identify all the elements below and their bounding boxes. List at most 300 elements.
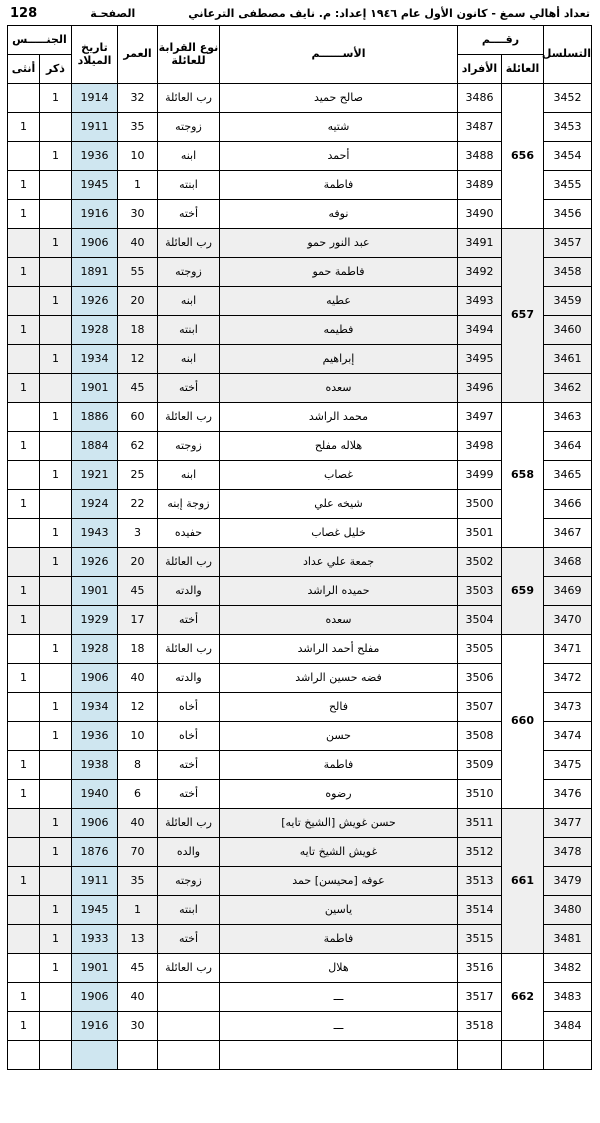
cell-male: 1 (39, 519, 71, 548)
cell-person-name: غصاب (219, 461, 457, 490)
cell-male (39, 577, 71, 606)
cell-birth-year: 1906 (71, 809, 117, 838)
cell-female (7, 838, 39, 867)
cell-relation (157, 1012, 219, 1041)
cell-age: 45 (117, 577, 157, 606)
cell-male: 1 (39, 693, 71, 722)
cell-relation: ابنه (157, 345, 219, 374)
cell-male: 1 (39, 925, 71, 954)
cell-serial (544, 1041, 592, 1070)
cell-individual-number: 3502 (457, 548, 501, 577)
cell-person-name: رضوه (219, 780, 457, 809)
cell-female (7, 287, 39, 316)
cell-age: 18 (117, 316, 157, 345)
cell-person-name (219, 1041, 457, 1070)
cell-female (7, 635, 39, 664)
cell-serial: 3466 (544, 490, 592, 519)
cell-person-name: فاطمة (219, 925, 457, 954)
cell-female (7, 809, 39, 838)
cell-serial: 3463 (544, 403, 592, 432)
cell-age: 1 (117, 171, 157, 200)
cell-relation: والدته (157, 664, 219, 693)
header-number-group: رقــــم (457, 26, 543, 55)
cell-male: 1 (39, 954, 71, 983)
cell-age: 10 (117, 722, 157, 751)
cell-person-name: ياسين (219, 896, 457, 925)
cell-serial: 3469 (544, 577, 592, 606)
cell-age (117, 1041, 157, 1070)
header-birth: تاريخ الميلاد (71, 26, 117, 84)
cell-individual-number: 3486 (457, 84, 501, 113)
cell-serial: 3464 (544, 432, 592, 461)
cell-individual-number: 3517 (457, 983, 501, 1012)
cell-age: 3 (117, 519, 157, 548)
cell-relation: زوجته (157, 432, 219, 461)
cell-female (7, 693, 39, 722)
cell-female: 1 (7, 780, 39, 809)
cell-person-name: حسن غويش [الشيخ تايه] (219, 809, 457, 838)
cell-male: 1 (39, 229, 71, 258)
cell-family-number: 661 (502, 809, 544, 954)
cell-person-name: حسن (219, 722, 457, 751)
cell-age: 17 (117, 606, 157, 635)
cell-relation: والدته (157, 577, 219, 606)
cell-birth-year: 1891 (71, 258, 117, 287)
cell-birth-year: 1943 (71, 519, 117, 548)
table-row (7, 403, 591, 432)
cell-relation: أخته (157, 751, 219, 780)
cell-age: 1 (117, 896, 157, 925)
cell-individual-number: 3496 (457, 374, 501, 403)
cell-individual-number: 3489 (457, 171, 501, 200)
cell-age: 35 (117, 113, 157, 142)
cell-female: 1 (7, 867, 39, 896)
cell-birth-year: 1928 (71, 316, 117, 345)
cell-birth-year: 1884 (71, 432, 117, 461)
cell-female (7, 954, 39, 983)
cell-individual-number: 3494 (457, 316, 501, 345)
cell-family-number: 660 (502, 635, 544, 809)
cell-age: 6 (117, 780, 157, 809)
cell-individual-number: 3503 (457, 577, 501, 606)
cell-female (7, 345, 39, 374)
cell-individual-number: 3515 (457, 925, 501, 954)
cell-individual-number: 3509 (457, 751, 501, 780)
cell-relation: والده (157, 838, 219, 867)
cell-male: 1 (39, 809, 71, 838)
cell-person-name: فضه حسين الراشد (219, 664, 457, 693)
cell-age: 55 (117, 258, 157, 287)
cell-birth-year: 1914 (71, 84, 117, 113)
cell-birth-year: 1901 (71, 577, 117, 606)
cell-age: 20 (117, 548, 157, 577)
cell-individual-number: 3511 (457, 809, 501, 838)
cell-relation: أخته (157, 200, 219, 229)
cell-individual-number: 3506 (457, 664, 501, 693)
cell-relation: زوجته (157, 867, 219, 896)
cell-male (39, 1012, 71, 1041)
cell-relation: ابنه (157, 461, 219, 490)
cell-serial: 3474 (544, 722, 592, 751)
table-row (7, 809, 591, 838)
cell-female (7, 548, 39, 577)
cell-female: 1 (7, 577, 39, 606)
cell-female: 1 (7, 983, 39, 1012)
cell-birth-year: 1938 (71, 751, 117, 780)
cell-female: 1 (7, 432, 39, 461)
cell-female: 1 (7, 490, 39, 519)
cell-birth-year: 1928 (71, 635, 117, 664)
cell-birth-year: 1906 (71, 664, 117, 693)
cell-birth-year: 1901 (71, 954, 117, 983)
cell-individual-number: 3491 (457, 229, 501, 258)
cell-individual-number: 3516 (457, 954, 501, 983)
cell-relation: ابنه (157, 142, 219, 171)
cell-female (7, 84, 39, 113)
cell-male (39, 664, 71, 693)
cell-person-name: مفلح أحمد الراشد (219, 635, 457, 664)
cell-relation: ابنته (157, 316, 219, 345)
cell-male: 1 (39, 635, 71, 664)
cell-person-name: أحمد (219, 142, 457, 171)
cell-individual-number: 3487 (457, 113, 501, 142)
cell-age: 40 (117, 983, 157, 1012)
cell-female: 1 (7, 171, 39, 200)
cell-male (39, 1041, 71, 1070)
table-head (7, 26, 591, 84)
header-title: تعداد أهالي سمغ - كانون الأول عام ١٩٤٦ إعداد: م. نايف مصطفى الترعاني (188, 7, 590, 20)
cell-birth-year (71, 1041, 117, 1070)
cell-relation (157, 983, 219, 1012)
cell-birth-year: 1926 (71, 287, 117, 316)
cell-birth-year: 1901 (71, 374, 117, 403)
cell-relation: رب العائلة (157, 403, 219, 432)
cell-birth-year: 1886 (71, 403, 117, 432)
cell-person-name: فاطمة (219, 171, 457, 200)
cell-relation: رب العائلة (157, 635, 219, 664)
cell-serial: 3458 (544, 258, 592, 287)
cell-birth-year: 1934 (71, 345, 117, 374)
cell-female (7, 229, 39, 258)
cell-person-name: شيخه علي (219, 490, 457, 519)
cell-individual-number: 3495 (457, 345, 501, 374)
cell-female: 1 (7, 200, 39, 229)
cell-birth-year: 1945 (71, 896, 117, 925)
cell-serial: 3452 (544, 84, 592, 113)
cell-relation: رب العائلة (157, 809, 219, 838)
cell-person-name: فاطمة (219, 751, 457, 780)
header-female: أنثى (7, 55, 39, 84)
cell-male: 1 (39, 142, 71, 171)
table-row (7, 548, 591, 577)
cell-age: 60 (117, 403, 157, 432)
cell-relation: أخته (157, 780, 219, 809)
cell-individual-number: 3490 (457, 200, 501, 229)
cell-male (39, 751, 71, 780)
cell-family-number: 662 (502, 954, 544, 1041)
cell-female (7, 461, 39, 490)
cell-relation: أخاه (157, 722, 219, 751)
page-header (8, 4, 592, 25)
cell-individual-number: 3507 (457, 693, 501, 722)
header-name: الأســــــم (219, 26, 457, 84)
cell-age: 70 (117, 838, 157, 867)
cell-person-name: ـــ (219, 983, 457, 1012)
cell-female: 1 (7, 606, 39, 635)
cell-female: 1 (7, 258, 39, 287)
cell-birth-year: 1926 (71, 548, 117, 577)
cell-serial: 3465 (544, 461, 592, 490)
cell-age: 40 (117, 229, 157, 258)
cell-individual-number: 3512 (457, 838, 501, 867)
cell-birth-year: 1916 (71, 200, 117, 229)
cell-serial: 3473 (544, 693, 592, 722)
cell-serial: 3471 (544, 635, 592, 664)
cell-birth-year: 1929 (71, 606, 117, 635)
cell-male (39, 780, 71, 809)
cell-person-name: نوفه (219, 200, 457, 229)
cell-age: 30 (117, 1012, 157, 1041)
cell-male: 1 (39, 896, 71, 925)
cell-serial: 3456 (544, 200, 592, 229)
cell-serial: 3475 (544, 751, 592, 780)
cell-female (7, 403, 39, 432)
cell-serial: 3454 (544, 142, 592, 171)
cell-person-name: سعده (219, 606, 457, 635)
cell-female (7, 925, 39, 954)
header-relation: نوع القرابة للعائلة (157, 26, 219, 84)
cell-person-name: ـــ (219, 1012, 457, 1041)
cell-age: 35 (117, 867, 157, 896)
cell-relation: زوجته (157, 258, 219, 287)
census-table (7, 25, 592, 1070)
cell-relation: زوجة إبنه (157, 490, 219, 519)
cell-serial: 3457 (544, 229, 592, 258)
cell-age: 25 (117, 461, 157, 490)
cell-relation: رب العائلة (157, 229, 219, 258)
cell-person-name: حميده الراشد (219, 577, 457, 606)
cell-male (39, 113, 71, 142)
cell-individual-number: 3518 (457, 1012, 501, 1041)
cell-relation: رب العائلة (157, 954, 219, 983)
cell-individual-number: 3493 (457, 287, 501, 316)
cell-serial: 3468 (544, 548, 592, 577)
cell-birth-year: 1906 (71, 983, 117, 1012)
cell-male (39, 316, 71, 345)
cell-male (39, 983, 71, 1012)
cell-serial: 3453 (544, 113, 592, 142)
cell-serial: 3477 (544, 809, 592, 838)
cell-individual-number (457, 1041, 501, 1070)
cell-relation: ابنه (157, 287, 219, 316)
cell-relation: أخته (157, 374, 219, 403)
cell-individual-number: 3497 (457, 403, 501, 432)
cell-female (7, 1041, 39, 1070)
cell-relation: رب العائلة (157, 548, 219, 577)
cell-female: 1 (7, 113, 39, 142)
cell-age: 12 (117, 345, 157, 374)
cell-male (39, 258, 71, 287)
cell-female: 1 (7, 374, 39, 403)
cell-serial: 3460 (544, 316, 592, 345)
header-page-label: الصفحـة (90, 7, 136, 20)
cell-serial: 3482 (544, 954, 592, 983)
cell-family-number: 657 (502, 229, 544, 403)
cell-relation: زوجته (157, 113, 219, 142)
cell-family-number: 656 (502, 84, 544, 229)
cell-age: 40 (117, 809, 157, 838)
cell-serial: 3461 (544, 345, 592, 374)
cell-age: 30 (117, 200, 157, 229)
cell-birth-year: 1916 (71, 1012, 117, 1041)
cell-serial: 3481 (544, 925, 592, 954)
cell-relation: حفيده (157, 519, 219, 548)
cell-male: 1 (39, 838, 71, 867)
cell-male: 1 (39, 403, 71, 432)
cell-individual-number: 3488 (457, 142, 501, 171)
cell-relation (157, 1041, 219, 1070)
cell-relation: ابنته (157, 171, 219, 200)
cell-female: 1 (7, 664, 39, 693)
cell-serial: 3455 (544, 171, 592, 200)
cell-male: 1 (39, 548, 71, 577)
cell-male: 1 (39, 345, 71, 374)
cell-female (7, 142, 39, 171)
cell-age: 10 (117, 142, 157, 171)
cell-male (39, 374, 71, 403)
cell-person-name: عبد النور حمو (219, 229, 457, 258)
cell-person-name: شتيه (219, 113, 457, 142)
header-age: العمر (117, 26, 157, 84)
table-row (7, 84, 591, 113)
header-family: العائلة (502, 55, 544, 84)
cell-female: 1 (7, 1012, 39, 1041)
cell-serial: 3478 (544, 838, 592, 867)
header-gender-group: الجنـــــس (7, 26, 71, 55)
cell-birth-year: 1906 (71, 229, 117, 258)
cell-person-name: صالح حميد (219, 84, 457, 113)
cell-person-name: غويش الشيخ تايه (219, 838, 457, 867)
cell-individual-number: 3513 (457, 867, 501, 896)
cell-serial: 3467 (544, 519, 592, 548)
cell-person-name: عطيه (219, 287, 457, 316)
cell-relation: أخته (157, 925, 219, 954)
cell-person-name: جمعة علي عداد (219, 548, 457, 577)
cell-individual-number: 3501 (457, 519, 501, 548)
cell-relation: ابنته (157, 896, 219, 925)
cell-age: 45 (117, 954, 157, 983)
cell-female (7, 519, 39, 548)
table-row (7, 229, 591, 258)
cell-age: 45 (117, 374, 157, 403)
cell-relation: أخاه (157, 693, 219, 722)
cell-family-number: 659 (502, 548, 544, 635)
cell-person-name: محمد الراشد (219, 403, 457, 432)
cell-person-name: سعده (219, 374, 457, 403)
cell-individual-number: 3498 (457, 432, 501, 461)
cell-serial: 3484 (544, 1012, 592, 1041)
header-page-number: 128 (10, 6, 38, 21)
cell-individual-number: 3500 (457, 490, 501, 519)
cell-individual-number: 3514 (457, 896, 501, 925)
cell-female (7, 722, 39, 751)
cell-birth-year: 1924 (71, 490, 117, 519)
header-male: ذكر (39, 55, 71, 84)
header-serial: التسلسل (544, 26, 592, 84)
cell-person-name: هلاله مفلح (219, 432, 457, 461)
cell-serial: 3459 (544, 287, 592, 316)
header-individual: الأفراد (457, 55, 501, 84)
cell-individual-number: 3505 (457, 635, 501, 664)
cell-age: 20 (117, 287, 157, 316)
table-row (7, 954, 591, 983)
cell-male (39, 171, 71, 200)
cell-birth-year: 1876 (71, 838, 117, 867)
cell-age: 32 (117, 84, 157, 113)
cell-family-number: 658 (502, 403, 544, 548)
cell-birth-year: 1934 (71, 693, 117, 722)
cell-person-name: فاطمة حمو (219, 258, 457, 287)
cell-family-number (502, 1041, 544, 1070)
cell-male: 1 (39, 287, 71, 316)
cell-birth-year: 1911 (71, 867, 117, 896)
cell-individual-number: 3508 (457, 722, 501, 751)
cell-birth-year: 1936 (71, 142, 117, 171)
cell-birth-year: 1933 (71, 925, 117, 954)
cell-relation: رب العائلة (157, 84, 219, 113)
table-body (7, 84, 591, 1070)
cell-relation: أخته (157, 606, 219, 635)
cell-serial: 3462 (544, 374, 592, 403)
cell-male (39, 200, 71, 229)
cell-serial: 3476 (544, 780, 592, 809)
cell-birth-year: 1940 (71, 780, 117, 809)
cell-female: 1 (7, 316, 39, 345)
cell-person-name: فالح (219, 693, 457, 722)
cell-person-name: فطيمه (219, 316, 457, 345)
table-row (7, 635, 591, 664)
cell-age: 8 (117, 751, 157, 780)
cell-individual-number: 3492 (457, 258, 501, 287)
cell-person-name: خليل غصاب (219, 519, 457, 548)
cell-female (7, 896, 39, 925)
cell-age: 13 (117, 925, 157, 954)
cell-serial: 3479 (544, 867, 592, 896)
cell-person-name: إبراهيم (219, 345, 457, 374)
cell-male (39, 606, 71, 635)
cell-age: 12 (117, 693, 157, 722)
cell-male (39, 432, 71, 461)
cell-serial: 3470 (544, 606, 592, 635)
cell-birth-year: 1936 (71, 722, 117, 751)
cell-male (39, 490, 71, 519)
cell-female: 1 (7, 751, 39, 780)
cell-birth-year: 1921 (71, 461, 117, 490)
cell-male: 1 (39, 461, 71, 490)
table-row (7, 1041, 591, 1070)
cell-person-name: هلال (219, 954, 457, 983)
cell-individual-number: 3510 (457, 780, 501, 809)
cell-age: 18 (117, 635, 157, 664)
cell-male (39, 867, 71, 896)
cell-individual-number: 3499 (457, 461, 501, 490)
cell-male: 1 (39, 722, 71, 751)
cell-serial: 3472 (544, 664, 592, 693)
cell-serial: 3483 (544, 983, 592, 1012)
cell-serial: 3480 (544, 896, 592, 925)
cell-person-name: عوفه [محيسن] حمد (219, 867, 457, 896)
cell-birth-year: 1911 (71, 113, 117, 142)
